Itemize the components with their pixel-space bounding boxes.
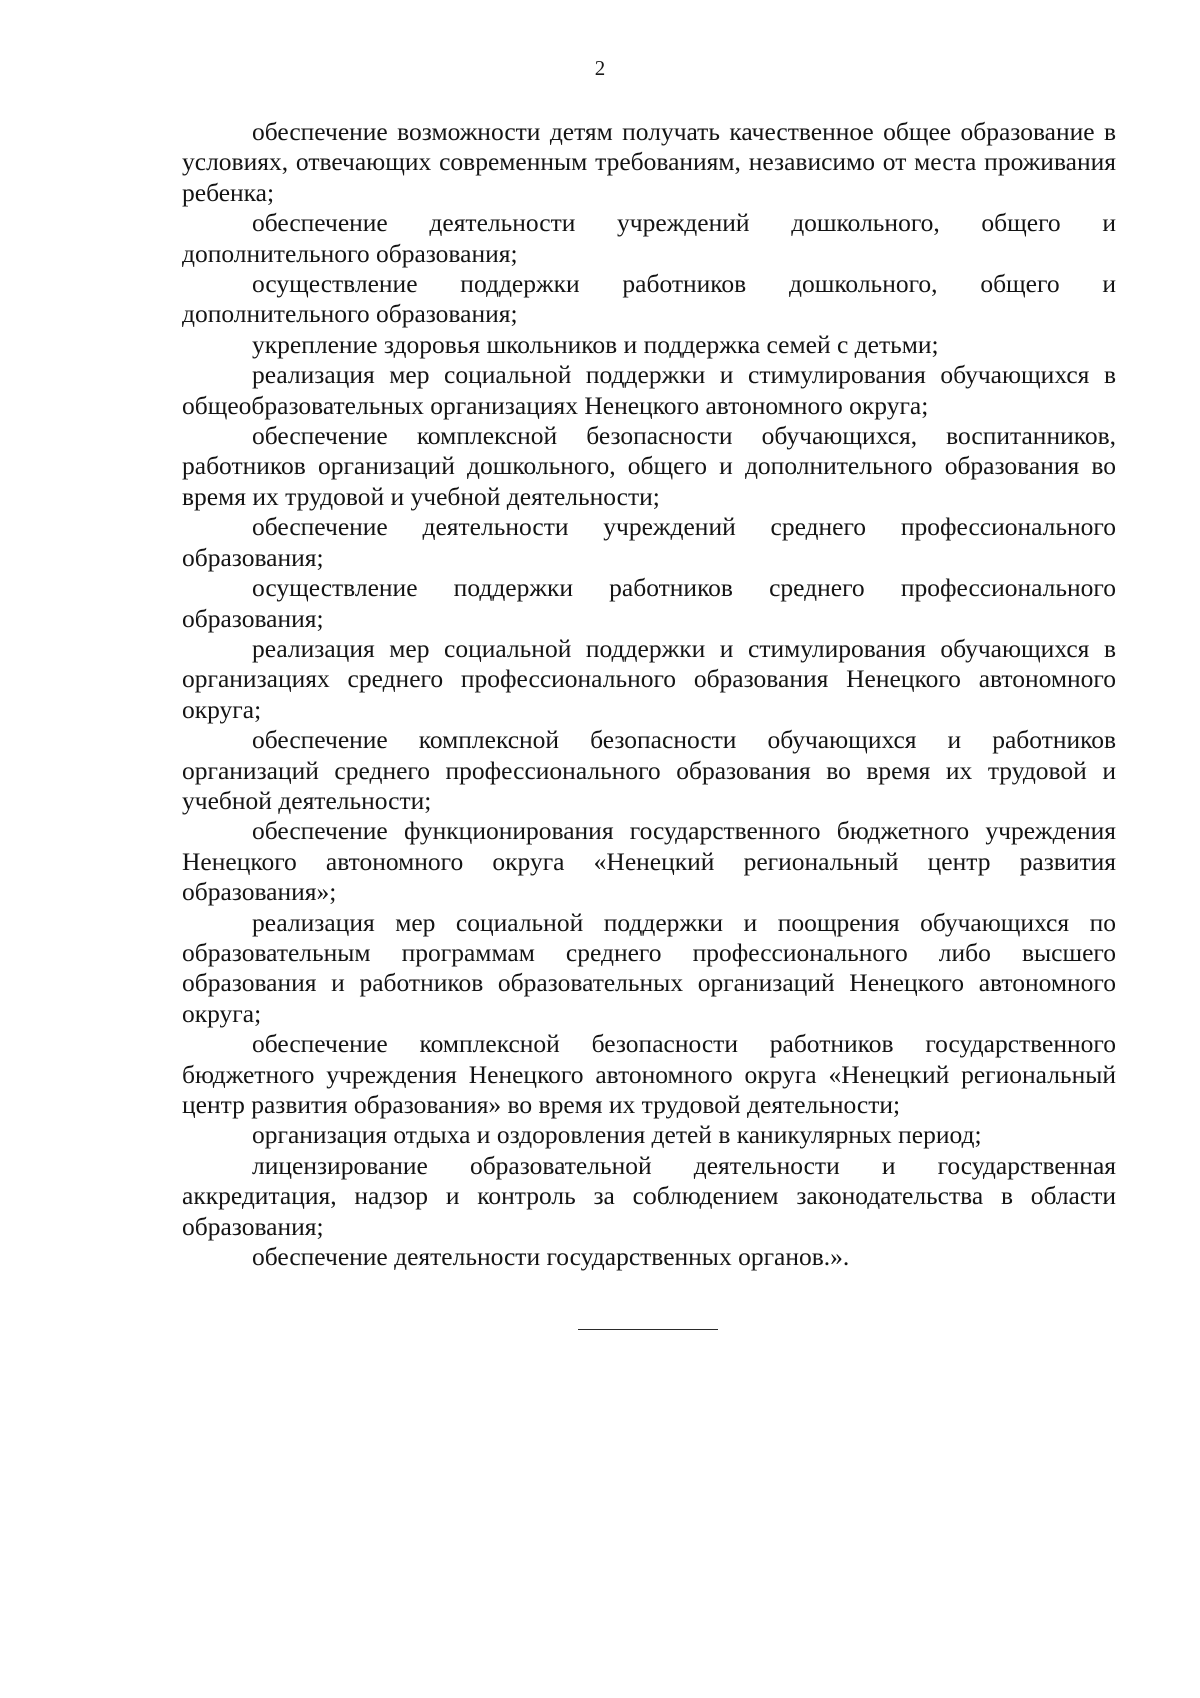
page-number: 2 bbox=[594, 56, 606, 80]
list-item: обеспечение возможности детям получать качественное общее образование в условиях, отвечающих современным требованиям, независимо от места проживания ребенка; bbox=[182, 117, 1116, 207]
list-item: организация отдыха и оздоровления детей в каникулярных период; bbox=[252, 1120, 982, 1150]
list-item: реализация мер социальной поддержки и стимулирования обучающихся в общеобразовательных организациях Ненецкого автономного округа; bbox=[182, 360, 1116, 420]
list-item: укрепление здоровья школьников и поддержка семей с детьми; bbox=[252, 329, 939, 359]
list-item: обеспечение комплексной безопасности обучающихся и работников организаций среднего профессионального образования во время их трудовой и учебной деятельности; bbox=[182, 725, 1116, 815]
list-item: реализация мер социальной поддержки и стимулирования обучающихся в организациях среднего профессионального образования Ненецкого автономного округа; bbox=[182, 633, 1116, 724]
list-item: обеспечение деятельности государственных органов.». bbox=[252, 1242, 850, 1272]
list-item: обеспечение комплексной безопасности обучающихся, воспитанников, работников организаций дошкольного, общего и дополнительного образования во время их трудовой и учебной деятельности; bbox=[182, 421, 1116, 511]
list-item: обеспечение функционирования государственного бюджетного учреждения Ненецкого автономного округа «Ненецкий региональный центр развития образования»; bbox=[182, 816, 1116, 907]
document-body bbox=[182, 117, 1116, 1272]
list-item: обеспечение деятельности учреждений среднего профессионального образования; bbox=[182, 512, 1116, 572]
list-item: реализация мер социальной поддержки и поощрения обучающихся по образовательным программам среднего профессионального либо высшего образования и работников образовательных организаций Ненецкого автономного округа; bbox=[182, 907, 1116, 1028]
end-separator-line bbox=[578, 1329, 718, 1330]
list-item: осуществление поддержки работников дошкольного, общего и дополнительного образования; bbox=[182, 269, 1116, 329]
list-item: лицензирование образовательной деятельности и государственная аккредитация, надзор и контроль за соблюдением законодательства в области образования; bbox=[182, 1150, 1116, 1241]
list-item: осуществление поддержки работников среднего профессионального образования; bbox=[182, 573, 1116, 633]
list-item: обеспечение комплексной безопасности работников государственного бюджетного учреждения Ненецкого автономного округа «Ненецкий региональный центр развития образования» во время их трудовой деятельности; bbox=[182, 1029, 1116, 1119]
list-item: обеспечение деятельности учреждений дошкольного, общего и дополнительного образования; bbox=[182, 208, 1116, 268]
